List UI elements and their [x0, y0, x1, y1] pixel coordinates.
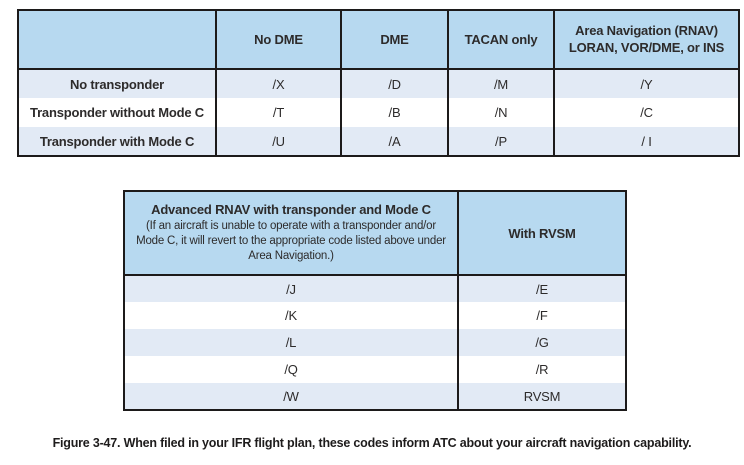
table-row [124, 356, 626, 383]
figure-caption [0, 436, 744, 450]
col-header-no-dme: No DME [216, 10, 341, 69]
rnav-header-line2: LORAN, VOR/DME, or INS [568, 39, 725, 55]
col-header-tacan-only: TACAN only [448, 10, 554, 69]
code-cell: /F [458, 302, 626, 329]
code-cell: /J [124, 275, 458, 302]
row-label-transponder-without-mode-c: Transponder without Mode C [18, 98, 216, 127]
table-row [18, 69, 739, 98]
row-label-no-transponder: No transponder [18, 69, 216, 98]
advanced-rnav-note: (If an aircraft is unable to operate with a transponder and/or Mode C, it will revert to the appropriate code listed above under Area Navigation.) [136, 220, 446, 262]
advanced-rnav-table [123, 190, 627, 411]
code-cell: /K [124, 302, 458, 329]
code-cell: /R [458, 356, 626, 383]
code-cell: /X [216, 69, 341, 98]
code-cell: RVSM [458, 383, 626, 410]
table-row [124, 302, 626, 329]
col-header-dme: DME [341, 10, 448, 69]
col-header-advanced-rnav [124, 191, 458, 275]
rnav-header-line1: Area Navigation (RNAV) [575, 23, 718, 39]
code-cell: /E [458, 275, 626, 302]
col-header-rnav [554, 10, 739, 69]
figure-caption-text: When filed in your IFR flight plan, these codes inform ATC about your aircraft navigation capability. [123, 436, 692, 450]
code-cell: /T [216, 98, 341, 127]
table-row [18, 127, 739, 156]
col-header-with-rvsm: With RVSM [458, 191, 626, 275]
code-cell: /W [124, 383, 458, 410]
code-cell: /Q [124, 356, 458, 383]
code-cell: / I [554, 127, 739, 156]
code-cell: /U [216, 127, 341, 156]
table-row [124, 275, 626, 302]
code-cell: /C [554, 98, 739, 127]
equipment-codes-table [17, 9, 740, 157]
advanced-rnav-title: Advanced RNAV with transponder and Mode C [151, 202, 431, 218]
code-cell: /N [448, 98, 554, 127]
code-cell: /L [124, 329, 458, 356]
code-cell: /D [341, 69, 448, 98]
code-cell: /Y [554, 69, 739, 98]
code-cell: /B [341, 98, 448, 127]
code-cell: /P [448, 127, 554, 156]
figure-caption-label: Figure 3-47. [52, 436, 121, 450]
table-row [18, 98, 739, 127]
advanced-header-row [124, 191, 626, 275]
table-row [124, 329, 626, 356]
code-cell: /M [448, 69, 554, 98]
table-row [124, 383, 626, 410]
col-header-blank [18, 10, 216, 69]
row-label-transponder-with-mode-c: Transponder with Mode C [18, 127, 216, 156]
code-cell: /G [458, 329, 626, 356]
code-cell: /A [341, 127, 448, 156]
equipment-header-row [18, 10, 739, 69]
